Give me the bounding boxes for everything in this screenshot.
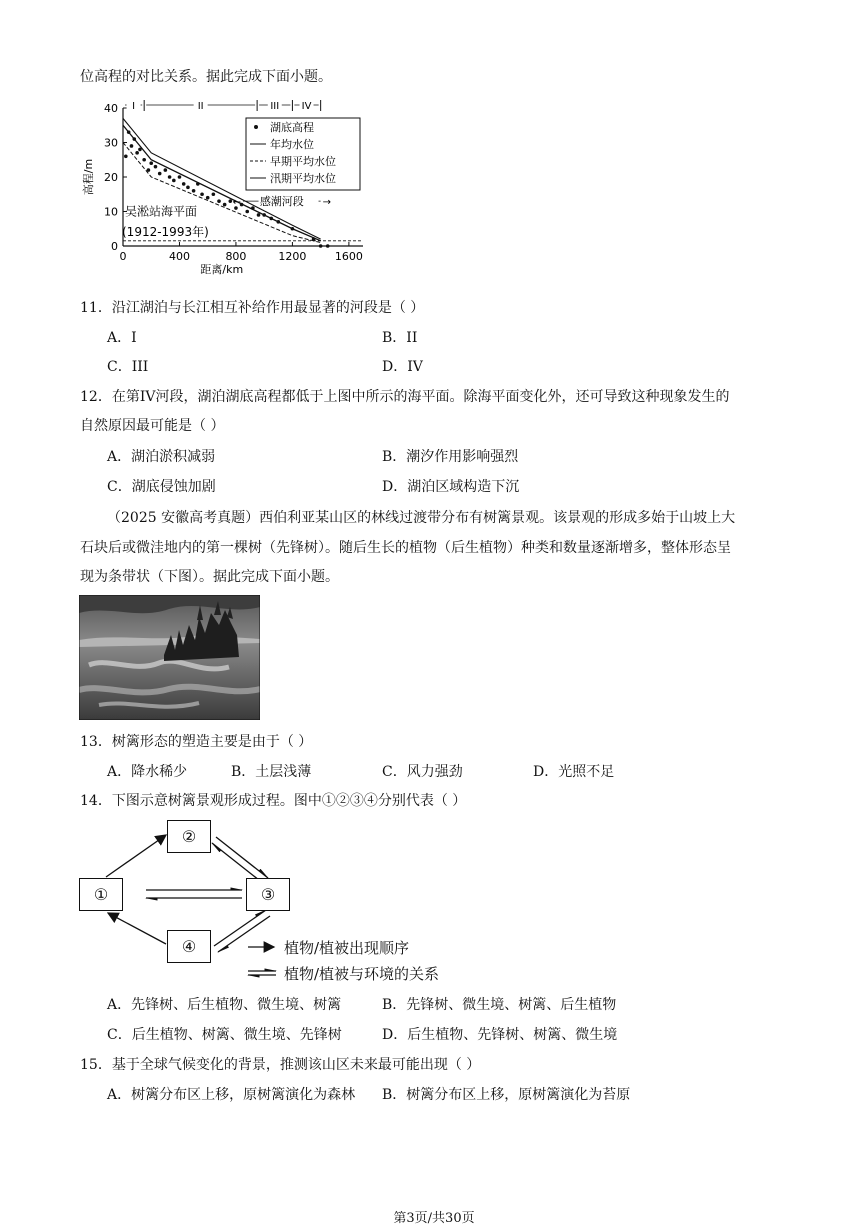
- lake-bottom-point: [257, 213, 261, 217]
- q13-option-a[interactable]: A．降水稀少: [107, 764, 188, 780]
- passage-line2: 石块后或微洼地内的第一棵树（先锋树）。随后生长的植物（后生植物）种类和数量逐渐增多，整体形态呈: [80, 540, 731, 556]
- x-tick-label: 1200: [278, 250, 307, 263]
- lake-bottom-point: [124, 155, 128, 159]
- q12-stem-line2: 自然原因最可能是（ ）: [80, 418, 225, 434]
- lake-bottom-point: [276, 220, 280, 224]
- q14-option-d[interactable]: D．后生植物、先锋树、树篱、微生境: [382, 1027, 618, 1043]
- lake-bottom-point: [164, 168, 168, 172]
- arrow-4-to-1: [108, 913, 166, 944]
- x-tick-label: 0: [119, 250, 127, 263]
- x-tick-label: 400: [168, 250, 190, 263]
- passage-line1: （2025 安徽高考真题）西伯利亚某山区的林线过渡带分布有树篱景观。该景观的形成多始于山坡上大: [107, 510, 736, 526]
- y-tick-label: 0: [111, 240, 118, 253]
- lake-bottom-point: [245, 210, 249, 214]
- svg-text:←: ←: [232, 197, 241, 209]
- intro-text: 位高程的对比关系。据此完成下面小题。: [80, 69, 332, 85]
- y-tick-label: 40: [104, 102, 118, 115]
- lake-bottom-point: [154, 165, 158, 169]
- y-tick-label: 20: [104, 171, 118, 184]
- q13-stem: 13．树篱形态的塑造主要是由于（ ）: [80, 734, 313, 750]
- q14-option-b[interactable]: B．先锋树、微生境、树篱、后生植物: [382, 997, 617, 1013]
- diagram-box-4: ④: [167, 930, 211, 963]
- q15-option-a[interactable]: A．树篱分布区上移，原树篱演化为森林: [107, 1087, 356, 1103]
- q14-option-c[interactable]: C．后生植物、树篱、微生境、先锋树: [107, 1027, 342, 1043]
- lake-bottom-point: [149, 161, 153, 165]
- lake-bottom-point: [182, 182, 186, 186]
- q11-option-c[interactable]: C．III: [107, 359, 149, 375]
- lake-bottom-point: [192, 189, 196, 193]
- y-tick-label: 30: [104, 136, 118, 150]
- q13-option-d[interactable]: D．光照不足: [533, 764, 615, 780]
- q13-option-b[interactable]: B．土层浅薄: [231, 764, 312, 780]
- passage-line3: 现为条带状（下图）。据此完成下面小题。: [80, 569, 339, 585]
- lake-bottom-point: [158, 172, 162, 176]
- q14-stem: 14．下图示意树篱景观形成过程。图中①②③④分别代表（ ）: [80, 793, 467, 809]
- segment-label: IV: [301, 101, 312, 112]
- lake-bottom-point: [168, 175, 172, 179]
- x-axis-label: 距离/km: [200, 263, 244, 276]
- datum-label: 吴淞站海平面: [125, 204, 198, 219]
- legend-marker-point: [254, 125, 258, 129]
- q11-option-a[interactable]: A．I: [107, 330, 137, 346]
- q11-stem: 11．沿江湖泊与长江相互补给作用最显著的河段是（ ）: [80, 300, 425, 316]
- q12-option-d[interactable]: D．湖泊区域构造下沉: [382, 479, 520, 495]
- lake-bottom-point: [262, 213, 266, 217]
- x-tick-label: 800: [225, 250, 247, 263]
- lake-bottom-point: [223, 203, 227, 207]
- legend-entry: 汛期平均水位: [270, 172, 336, 185]
- q13-option-c[interactable]: C．风力强劲: [382, 764, 463, 780]
- diagram-box-3: ③: [246, 878, 290, 911]
- lake-bottom-point: [178, 175, 182, 179]
- lake-bottom-point: [142, 158, 146, 162]
- lake-bottom-point: [147, 168, 151, 172]
- tidal-label: 感潮河段: [259, 195, 304, 209]
- y-tick-label: 10: [104, 205, 118, 219]
- legend-entry: 湖底高程: [270, 121, 314, 134]
- q12-option-c[interactable]: C．湖底侵蚀加剧: [107, 479, 216, 495]
- q15-option-b[interactable]: B．树篱分布区上移，原树篱演化为苔原: [382, 1087, 631, 1103]
- q15-stem: 15．基于全球气候变化的背景，推测该山区未来最可能出现（ ）: [80, 1057, 481, 1073]
- q12-stem-line1: 12．在第IV河段，湖泊湖底高程都低于上图中所示的海平面。除海平面变化外，还可导致这种现象发生的: [80, 389, 730, 405]
- lake-bottom-point: [172, 179, 176, 183]
- lake-bottom-point: [206, 196, 210, 200]
- legend-relation-label: 植物/植被与环境的关系: [284, 965, 440, 983]
- lake-bottom-point: [212, 192, 216, 196]
- lake-bottom-point: [132, 137, 136, 141]
- diagram-box-1: ①: [79, 878, 123, 911]
- legend-order-label: 植物/植被出现顺序: [284, 939, 410, 957]
- q11-option-b[interactable]: B．II: [382, 330, 418, 346]
- q14-option-a[interactable]: A．先锋树、后生植物、微生境、树篱: [107, 997, 342, 1013]
- datum-years: (1912-1993年): [122, 225, 209, 240]
- lake-bottom-point: [269, 217, 273, 221]
- arrow-1-to-2: [106, 835, 166, 877]
- lake-bottom-point: [326, 244, 330, 248]
- lake-bottom-point: [127, 130, 131, 134]
- lake-bottom-point: [291, 227, 295, 231]
- segment-label: III: [270, 101, 280, 112]
- lake-bottom-point: [196, 182, 200, 186]
- elevation-chart: [78, 96, 378, 282]
- lake-bottom-point: [130, 144, 134, 148]
- lake-bottom-point: [200, 192, 204, 196]
- legend-entry: 年均水位: [270, 138, 314, 151]
- lake-bottom-point: [228, 199, 232, 203]
- lake-bottom-point: [251, 206, 255, 210]
- diagram-box-2: ②: [167, 820, 211, 853]
- q11-option-d[interactable]: D．IV: [382, 359, 423, 375]
- lake-bottom-point: [138, 148, 142, 152]
- page-number: 第3页/共30页: [393, 1211, 475, 1226]
- y-axis-label: 高程/m: [82, 158, 95, 196]
- legend-entry: 早期平均水位: [270, 155, 336, 168]
- hedge-landscape-photo: [79, 595, 260, 720]
- lake-bottom-point: [217, 199, 221, 203]
- lake-bottom-point: [135, 151, 139, 155]
- q12-option-a[interactable]: A．湖泊淤积减弱: [107, 449, 216, 465]
- q12-option-b[interactable]: B．潮汐作用影响强烈: [382, 449, 519, 465]
- segment-label: II: [197, 101, 204, 112]
- lake-bottom-point: [312, 237, 316, 241]
- lake-bottom-point: [319, 244, 323, 248]
- segment-label: I: [132, 101, 136, 112]
- svg-text:→: →: [322, 197, 332, 209]
- lake-bottom-point: [186, 186, 190, 190]
- x-tick-label: 1600: [334, 250, 363, 263]
